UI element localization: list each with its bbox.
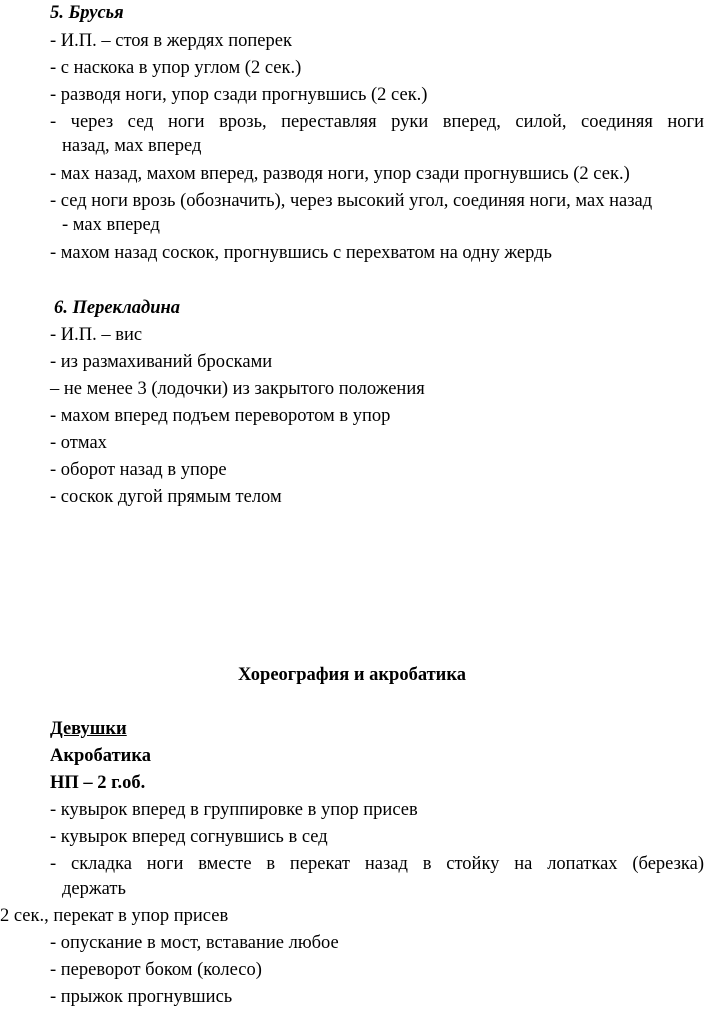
list-item: - из размахиваний бросками	[50, 352, 273, 372]
list-item: - с наскока в упор углом (2 сек.)	[50, 58, 302, 78]
list-item-continuation: - мах вперед	[62, 215, 160, 235]
section6-heading: 6. Перекладина	[54, 298, 181, 318]
list-item: - разводя ноги, упор сзади прогнувшись (2 сек.)	[50, 85, 428, 105]
list-item: - переворот боком (колесо)	[50, 960, 262, 980]
list-item: - сед ноги врозь (обозначить), через высокий угол, соединяя ноги, мах назад	[50, 191, 653, 211]
subheading-np: НП – 2 г.об.	[50, 773, 146, 793]
subheading-acrobatics: Акробатика	[50, 746, 151, 766]
list-item: - махом назад соскок, прогнувшись с перехватом на одну жердь	[50, 243, 552, 263]
list-item: - складка ноги вместе в перекат назад в стойку на лопатках (березка)	[50, 854, 704, 874]
list-item: - кувырок вперед в группировке в упор присев	[50, 800, 418, 820]
list-item: – не менее 3 (лодочки) из закрытого положения	[50, 379, 425, 399]
list-item: - опускание в мост, вставание любое	[50, 933, 339, 953]
list-item-continuation: держать	[62, 879, 126, 899]
list-item: - И.П. – вис	[50, 325, 143, 345]
list-item: - оборот назад в упоре	[50, 460, 227, 480]
list-item: - кувырок вперед согнувшись в сед	[50, 827, 328, 847]
subheading-girls: Девушки	[50, 719, 127, 739]
list-item: - через сед ноги врозь, переставляя руки вперед, силой, соединяя ноги	[50, 112, 704, 132]
list-item: - отмах	[50, 433, 107, 453]
list-item-continuation: назад, мах вперед	[62, 136, 202, 156]
page-title: Хореография и акробатика	[238, 665, 466, 685]
list-item: - И.П. – стоя в жердях поперек	[50, 31, 292, 51]
list-item-continuation: 2 сек., перекат в упор присев	[0, 906, 229, 926]
section5-heading: 5. Брусья	[50, 3, 124, 23]
list-item: - мах назад, махом вперед, разводя ноги, упор сзади прогнувшись (2 сек.)	[50, 164, 630, 184]
list-item: - соскок дугой прямым телом	[50, 487, 282, 507]
list-item: - прыжок прогнувшись	[50, 987, 233, 1007]
list-item: - махом вперед подъем переворотом в упор	[50, 406, 391, 426]
